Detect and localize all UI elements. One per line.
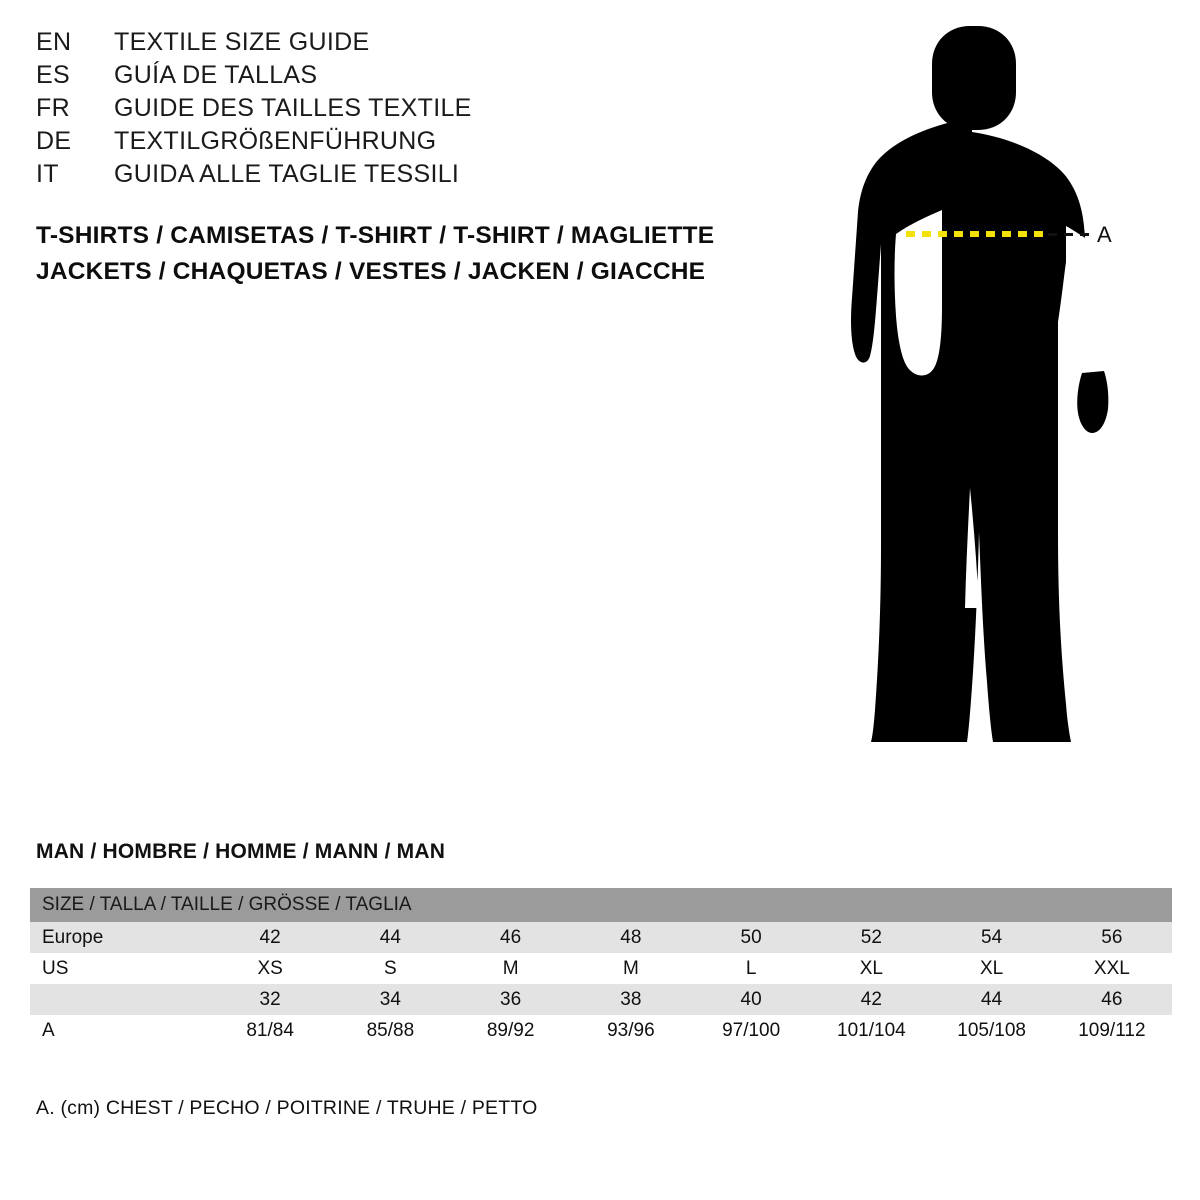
table-header-row [30,888,1172,922]
language-text: GUÍA DE TALLAS [114,61,318,89]
table-cell: 81/84 [210,1015,330,1046]
table-cell: 42 [811,984,931,1015]
table-cell: 40 [691,984,811,1015]
row-label-europe: Europe [30,922,210,953]
language-code: FR [36,94,70,122]
silhouette-icon [820,18,1180,788]
language-code: DE [36,127,72,155]
table-cell: 97/100 [691,1015,811,1046]
language-row [36,160,756,193]
language-row [36,28,756,61]
table-cell: L [691,953,811,984]
table-cell: 42 [210,922,330,953]
row-label-blank [30,984,210,1015]
table-cell: 46 [1052,984,1172,1015]
category-tshirts: T-SHIRTS / CAMISETAS / T-SHIRT / T-SHIRT / MAGLIETTE [36,222,715,249]
size-table [30,888,1172,1046]
table-section-title: MAN / HOMBRE / HOMME / MANN / MAN [36,840,446,863]
table-cell: 32 [210,984,330,1015]
language-code: EN [36,28,72,56]
table-cell: 34 [330,984,450,1015]
table-cell: 85/88 [330,1015,450,1046]
table-cell: 52 [811,922,931,953]
table-row [30,984,1172,1015]
table-cell: 93/96 [571,1015,691,1046]
language-code: IT [36,160,59,188]
language-code: ES [36,61,70,89]
table-cell: XXL [1052,953,1172,984]
category-list [36,218,796,290]
table-cell: 38 [571,984,691,1015]
table-cell: XL [932,953,1052,984]
language-row [36,94,756,127]
table-header-label: SIZE / TALLA / TAILLE / GRÖSSE / TAGLIA [30,888,1172,922]
table-row [30,922,1172,953]
table-cell: XS [210,953,330,984]
table-cell: 36 [451,984,571,1015]
language-text: TEXTILE SIZE GUIDE [114,28,370,56]
table-cell: 48 [571,922,691,953]
table-cell: M [451,953,571,984]
table-cell: 105/108 [932,1015,1052,1046]
table-cell: M [571,953,691,984]
table-cell: S [330,953,450,984]
language-row [36,127,756,160]
measure-label-a: A [1097,222,1113,247]
table-cell: 44 [330,922,450,953]
row-label-us: US [30,953,210,984]
table-cell: 109/112 [1052,1015,1172,1046]
man-silhouette-figure [820,18,1180,788]
table-cell: 54 [932,922,1052,953]
table-row [30,953,1172,984]
table-cell: 56 [1052,922,1172,953]
language-text: GUIDE DES TAILLES TEXTILE [114,94,472,122]
table-cell: 89/92 [451,1015,571,1046]
table-cell: 50 [691,922,811,953]
table-cell: 46 [451,922,571,953]
measure-leader-line [1048,233,1090,236]
language-row [36,61,756,94]
language-text: TEXTILGRÖßENFÜHRUNG [114,127,437,155]
table-cell: 101/104 [811,1015,931,1046]
table-cell: XL [811,953,931,984]
table-cell: 44 [932,984,1052,1015]
row-label-a: A [30,1015,210,1046]
category-jackets: JACKETS / CHAQUETAS / VESTES / JACKEN / GIACCHE [36,258,706,285]
table-row [30,1015,1172,1046]
language-text: GUIDA ALLE TAGLIE TESSILI [114,160,460,188]
table-footnote: A. (cm) CHEST / PECHO / POITRINE / TRUHE / PETTO [36,1097,538,1119]
language-list [36,28,756,193]
